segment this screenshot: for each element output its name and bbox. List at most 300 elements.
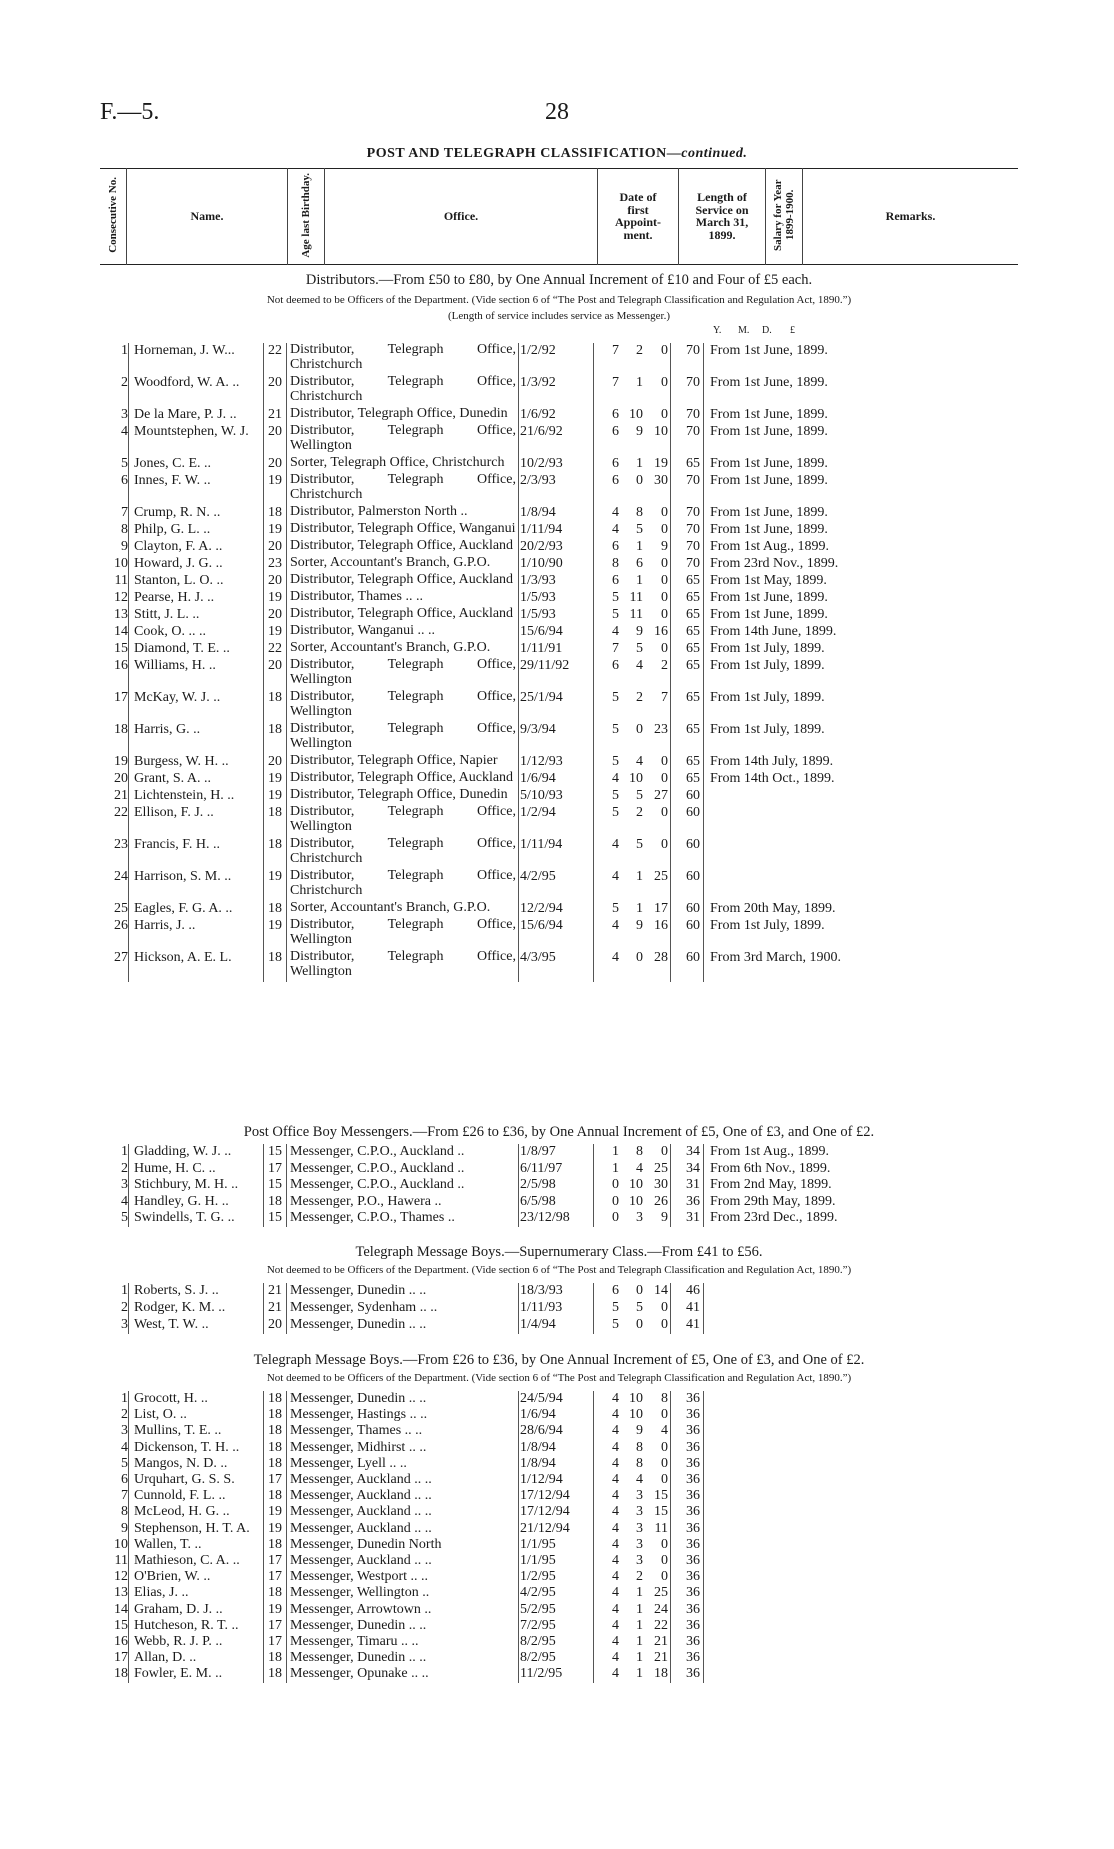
row-date: 6/5/98: [520, 1193, 556, 1209]
header-name: Name.: [127, 169, 288, 265]
row-age: 19: [268, 918, 282, 933]
row-salary: 46: [686, 1283, 700, 1298]
row-number: 14: [114, 624, 128, 639]
row-date: 1/5/93: [520, 590, 556, 605]
column-rule: [263, 1391, 264, 1683]
row-name: Stitt, J. L. ..: [134, 607, 200, 622]
row-name: Philp, G. L. ..: [134, 522, 211, 537]
row-salary: 65: [686, 456, 700, 471]
row-number: 27: [114, 950, 128, 965]
row-office: Messenger, Dunedin .. ..: [290, 1317, 427, 1332]
row-name: Cunnold, F. L. ..: [134, 1488, 226, 1504]
row-years: 4: [612, 1520, 619, 1536]
row-remarks: From 20th May, 1899.: [710, 901, 836, 916]
row-name: Urquhart, G. S. S.: [134, 1472, 235, 1487]
row-office: Distributor, Telegraph Office, Wellington: [290, 721, 516, 751]
row-months: 9: [636, 624, 643, 639]
row-date: 8/2/95: [520, 1634, 556, 1649]
row-name: Harris, J. ..: [134, 918, 196, 933]
row-age: 18: [268, 1666, 282, 1682]
row-office: Distributor, Telegraph Office, Auckland: [290, 770, 514, 785]
row-years: 5: [612, 754, 619, 769]
column-rule: [670, 343, 671, 982]
row-years: 6: [612, 658, 619, 673]
row-office: Messenger, C.P.O., Auckland ..: [290, 1144, 465, 1159]
row-years: 4: [612, 1455, 619, 1471]
row-number: 6: [121, 1472, 128, 1487]
row-months: 10: [629, 1177, 643, 1192]
row-months: 10: [629, 407, 643, 422]
row-number: 11: [114, 1553, 128, 1568]
row-months: 8: [636, 1455, 643, 1471]
row-months: 8: [636, 1144, 643, 1159]
row-name: Cook, O. .. ..: [134, 624, 206, 639]
column-rule: [518, 343, 519, 982]
row-days: 8: [661, 1391, 668, 1406]
row-date: 4/2/95: [520, 869, 556, 884]
row-date: 1/3/93: [520, 573, 556, 588]
row-months: 1: [636, 456, 643, 471]
row-months: 0: [636, 1283, 643, 1298]
row-months: 0: [636, 950, 643, 965]
row-date: 1/3/92: [520, 375, 556, 390]
row-years: 4: [612, 1585, 619, 1601]
row-name: Mullins, T. E. ..: [134, 1423, 222, 1439]
row-office: Distributor, Telegraph Office, Dunedin: [290, 406, 508, 421]
row-days: 30: [654, 1177, 668, 1192]
row-name: List, O. ..: [134, 1407, 187, 1423]
row-remarks: From 14th Oct., 1899.: [710, 771, 835, 786]
row-days: 0: [661, 1536, 668, 1552]
row-age: 18: [268, 1391, 282, 1406]
row-remarks: From 1st June, 1899.: [710, 505, 828, 520]
header-length: Length of Service on March 31, 1899.: [679, 169, 766, 265]
row-office: Messenger, P.O., Hawera ..: [290, 1193, 442, 1209]
row-office: Messenger, Dunedin .. ..: [290, 1650, 427, 1666]
row-office: Distributor, Palmerston North ..: [290, 504, 468, 519]
row-salary: 36: [686, 1488, 700, 1504]
row-number: 3: [121, 407, 128, 422]
row-months: 10: [629, 1391, 643, 1406]
unit-pounds: £: [790, 325, 795, 336]
row-days: 10: [654, 424, 668, 439]
column-rule: [703, 1144, 704, 1227]
row-office: Messenger, Hastings .. ..: [290, 1407, 428, 1423]
column-rule: [703, 343, 704, 982]
row-number: 6: [121, 473, 128, 488]
row-name: Fowler, E. M. ..: [134, 1666, 223, 1682]
column-rule: [263, 1283, 264, 1334]
row-days: 25: [654, 1585, 668, 1601]
row-number: 1: [121, 1391, 128, 1406]
row-number: 14: [114, 1601, 128, 1617]
row-months: 10: [629, 771, 643, 786]
row-years: 6: [612, 456, 619, 471]
row-days: 22: [654, 1617, 668, 1633]
row-number: 16: [114, 1634, 128, 1649]
row-years: 1: [612, 1160, 619, 1176]
row-date: 1/12/94: [520, 1472, 563, 1487]
row-months: 11: [629, 607, 643, 622]
row-name: Stanton, L. O. ..: [134, 573, 224, 588]
row-office: Distributor, Telegraph Office, Napier: [290, 753, 498, 768]
row-number: 8: [121, 1504, 128, 1520]
row-number: 13: [114, 607, 128, 622]
row-date: 5/10/93: [520, 788, 563, 803]
row-age: 17: [268, 1553, 282, 1568]
row-date: 15/6/94: [520, 624, 563, 639]
row-date: 12/2/94: [520, 901, 563, 916]
row-days: 0: [661, 1317, 668, 1332]
row-age: 18: [268, 837, 282, 852]
column-rule: [286, 343, 287, 982]
page-number: 28: [545, 99, 569, 125]
row-date: 24/5/94: [520, 1391, 563, 1406]
row-date: 1/11/94: [520, 522, 563, 537]
row-days: 0: [661, 1553, 668, 1568]
row-days: 16: [654, 918, 668, 933]
row-date: 10/2/93: [520, 456, 563, 471]
post-office-boy-messengers-table: [100, 1144, 1018, 1226]
row-office: Sorter, Accountant's Branch, G.P.O.: [290, 900, 491, 915]
row-salary: 36: [686, 1391, 700, 1406]
row-years: 0: [612, 1193, 619, 1209]
row-years: 4: [612, 950, 619, 965]
row-office: Distributor, Telegraph Office, Auckland: [290, 538, 514, 553]
row-remarks: From 29th May, 1899.: [710, 1193, 836, 1209]
row-number: 15: [114, 641, 128, 656]
row-office: Distributor, Wanganui .. ..: [290, 623, 436, 638]
row-salary: 36: [686, 1455, 700, 1471]
row-date: 29/11/92: [520, 658, 570, 673]
row-name: Dickenson, T. H. ..: [134, 1439, 240, 1455]
row-salary: 36: [686, 1472, 700, 1487]
row-age: 19: [268, 788, 282, 803]
row-name: Jones, C. E. ..: [134, 456, 211, 471]
row-remarks: From 14th June, 1899.: [710, 624, 837, 639]
row-number: 20: [114, 771, 128, 786]
row-name: Rodger, K. M. ..: [134, 1300, 226, 1315]
row-remarks: From 1st July, 1899.: [710, 722, 825, 737]
row-months: 1: [636, 375, 643, 390]
row-age: 20: [268, 607, 282, 622]
row-name: Francis, F. H. ..: [134, 837, 220, 852]
row-salary: 65: [686, 607, 700, 622]
row-days: 16: [654, 624, 668, 639]
row-date: 1/2/92: [520, 343, 556, 358]
row-name: De la Mare, P. J. ..: [134, 407, 237, 422]
row-salary: 36: [686, 1569, 700, 1585]
row-age: 18: [268, 1439, 282, 1455]
row-age: 17: [268, 1569, 282, 1585]
row-age: 19: [268, 869, 282, 884]
row-age: 19: [268, 473, 282, 488]
row-name: Allan, D. ..: [134, 1650, 197, 1666]
row-office: Messenger, Arrowtown ..: [290, 1601, 432, 1617]
unit-months: M.: [738, 325, 750, 336]
row-date: 11/2/95: [520, 1666, 563, 1682]
row-days: 0: [661, 556, 668, 571]
row-date: 1/6/94: [520, 771, 556, 786]
row-months: 11: [629, 590, 643, 605]
row-days: 25: [654, 869, 668, 884]
row-number: 15: [114, 1617, 128, 1633]
row-number: 16: [114, 658, 128, 673]
row-days: 0: [661, 522, 668, 537]
row-months: 1: [636, 1666, 643, 1682]
row-salary: 36: [686, 1193, 700, 1209]
row-months: 1: [636, 1617, 643, 1633]
telegraph-message-boys-supernumerary-table: [100, 1283, 1018, 1335]
row-name: Harrison, S. M. ..: [134, 869, 232, 884]
row-age: 19: [268, 771, 282, 786]
row-age: 22: [268, 641, 282, 656]
row-office: Messenger, Dunedin .. ..: [290, 1283, 427, 1298]
row-months: 1: [636, 1634, 643, 1649]
row-remarks: From 1st Aug., 1899.: [710, 1144, 830, 1159]
row-remarks: From 1st June, 1899.: [710, 607, 828, 622]
row-age: 18: [268, 722, 282, 737]
row-months: 9: [636, 424, 643, 439]
row-remarks: From 1st June, 1899.: [710, 424, 828, 439]
row-age: 18: [268, 1488, 282, 1504]
row-days: 0: [661, 573, 668, 588]
row-name: Burgess, W. H. ..: [134, 754, 229, 769]
row-age: 15: [268, 1210, 282, 1225]
section-note-telegraph-message-boys-supernumerary: Not deemed to be Officers of the Department. (Vide section 6 of “The Post and Telegraph Classification and Regulation Act, 1890.”): [266, 1264, 852, 1276]
row-name: Mathieson, C. A. ..: [134, 1553, 240, 1568]
row-months: 1: [636, 1650, 643, 1666]
row-months: 3: [636, 1553, 643, 1568]
row-years: 6: [612, 424, 619, 439]
row-name: O'Brien, W. ..: [134, 1569, 211, 1585]
row-remarks: From 1st July, 1899.: [710, 641, 825, 656]
row-office: Sorter, Telegraph Office, Christchurch: [290, 455, 505, 470]
row-number: 7: [121, 505, 128, 520]
row-age: 17: [268, 1634, 282, 1649]
row-remarks: From 1st July, 1899.: [710, 690, 825, 705]
row-months: 1: [636, 1601, 643, 1617]
row-date: 1/8/94: [520, 1439, 556, 1455]
row-number: 1: [121, 1144, 128, 1159]
row-age: 22: [268, 343, 282, 358]
row-years: 1: [612, 1144, 619, 1159]
row-date: 1/8/94: [520, 505, 556, 520]
row-age: 20: [268, 658, 282, 673]
row-days: 0: [661, 1569, 668, 1585]
row-days: 26: [654, 1193, 668, 1209]
row-years: 5: [612, 901, 619, 916]
row-name: McKay, W. J. ..: [134, 690, 221, 705]
row-remarks: From 3rd March, 1900.: [710, 950, 842, 965]
header-consecutive-no: Consecutive No.: [106, 177, 119, 253]
section-note-telegraph-message-boys: Not deemed to be Officers of the Department. (Vide section 6 of “The Post and Telegraph Classification and Regulation Act, 1890.”): [266, 1372, 852, 1384]
row-name: Woodford, W. A. ..: [134, 375, 240, 390]
row-age: 18: [268, 950, 282, 965]
column-rule: [128, 1283, 129, 1334]
row-years: 5: [612, 1300, 619, 1315]
row-age: 20: [268, 754, 282, 769]
row-office: Distributor, Telegraph Office, Christchurch: [290, 868, 516, 898]
row-number: 10: [114, 1536, 128, 1552]
row-salary: 60: [686, 805, 700, 820]
row-months: 2: [636, 343, 643, 358]
row-days: 30: [654, 473, 668, 488]
row-salary: 70: [686, 407, 700, 422]
row-date: 7/2/95: [520, 1617, 556, 1633]
row-number: 24: [114, 869, 128, 884]
row-name: Roberts, S. J. ..: [134, 1283, 219, 1298]
column-rule: [518, 1144, 519, 1227]
row-salary: 31: [686, 1177, 700, 1192]
row-days: 25: [654, 1160, 668, 1176]
row-remarks: From 23rd Dec., 1899.: [710, 1210, 838, 1225]
row-salary: 34: [686, 1160, 700, 1176]
row-days: 0: [661, 607, 668, 622]
row-days: 21: [654, 1634, 668, 1649]
column-rule: [286, 1391, 287, 1683]
row-days: 0: [661, 1472, 668, 1487]
row-salary: 65: [686, 690, 700, 705]
row-number: 4: [121, 1193, 128, 1209]
row-office: Messenger, Thames .. ..: [290, 1423, 423, 1439]
row-days: 18: [654, 1666, 668, 1682]
row-salary: 60: [686, 837, 700, 852]
row-years: 4: [612, 1391, 619, 1406]
row-number: 22: [114, 805, 128, 820]
row-name: Stichbury, M. H. ..: [134, 1177, 239, 1192]
row-number: 3: [121, 1423, 128, 1439]
row-years: 5: [612, 1317, 619, 1332]
row-remarks: From 1st June, 1899.: [710, 375, 828, 390]
row-date: 5/2/95: [520, 1601, 556, 1617]
row-date: 8/2/95: [520, 1650, 556, 1666]
row-years: 4: [612, 505, 619, 520]
row-date: 17/12/94: [520, 1488, 570, 1504]
row-months: 4: [636, 1160, 643, 1176]
row-years: 4: [612, 918, 619, 933]
row-date: 21/12/94: [520, 1520, 570, 1536]
row-months: 0: [636, 473, 643, 488]
row-months: 4: [636, 754, 643, 769]
row-years: 6: [612, 407, 619, 422]
row-salary: 70: [686, 556, 700, 571]
row-days: 2: [661, 658, 668, 673]
row-name: Eagles, F. G. A. ..: [134, 901, 233, 916]
row-years: 6: [612, 573, 619, 588]
row-months: 0: [636, 1317, 643, 1332]
row-name: Lichtenstein, H. ..: [134, 788, 235, 803]
row-salary: 65: [686, 624, 700, 639]
row-salary: 36: [686, 1520, 700, 1536]
row-age: 23: [268, 556, 282, 571]
row-office: Distributor, Telegraph Office, Wellington: [290, 689, 516, 719]
row-salary: 36: [686, 1666, 700, 1682]
row-office: Distributor, Telegraph Office, Wellington: [290, 917, 516, 947]
row-age: 21: [268, 407, 282, 422]
column-rule: [518, 1391, 519, 1683]
column-rule: [263, 1144, 264, 1227]
section-heading-telegraph-message-boys-supernumerary: Telegraph Message Boys.—Supernumerary Class.—From £41 to £56.: [355, 1244, 763, 1260]
row-months: 2: [636, 805, 643, 820]
row-years: 4: [612, 869, 619, 884]
row-salary: 70: [686, 424, 700, 439]
row-name: Stephenson, H. T. A.: [134, 1520, 250, 1536]
row-remarks: From 1st June, 1899.: [710, 522, 828, 537]
row-months: 9: [636, 1423, 643, 1439]
row-months: 10: [629, 1193, 643, 1209]
row-name: Grant, S. A. ..: [134, 771, 211, 786]
section-heading-distributors: Distributors.—From £50 to £80, by One Annual Increment of £10 and Four of £5 each.: [305, 272, 813, 288]
row-age: 18: [268, 505, 282, 520]
column-rule: [670, 1144, 671, 1227]
header-salary: Salary for Year 1899-1900.: [766, 169, 803, 265]
row-months: 3: [636, 1536, 643, 1552]
row-number: 2: [121, 1160, 128, 1176]
row-days: 0: [661, 641, 668, 656]
row-months: 3: [636, 1520, 643, 1536]
row-date: 17/12/94: [520, 1504, 570, 1520]
row-age: 18: [268, 1193, 282, 1209]
row-number: 23: [114, 837, 128, 852]
row-years: 4: [612, 1617, 619, 1633]
row-days: 0: [661, 1455, 668, 1471]
row-salary: 36: [686, 1650, 700, 1666]
row-years: 0: [612, 1210, 619, 1225]
row-name: Webb, R. J. P. ..: [134, 1634, 223, 1649]
row-number: 13: [114, 1585, 128, 1601]
row-days: 9: [661, 1210, 668, 1225]
row-number: 7: [121, 1488, 128, 1504]
row-salary: 60: [686, 950, 700, 965]
row-months: 4: [636, 1472, 643, 1487]
column-rule: [593, 343, 594, 982]
row-name: Innes, F. W. ..: [134, 473, 211, 488]
row-years: 5: [612, 590, 619, 605]
row-age: 19: [268, 624, 282, 639]
row-days: 0: [661, 771, 668, 786]
row-number: 8: [121, 522, 128, 537]
row-name: Gladding, W. J. ..: [134, 1144, 232, 1159]
row-salary: 36: [686, 1634, 700, 1649]
row-number: 4: [121, 1439, 128, 1455]
row-number: 3: [121, 1177, 128, 1192]
row-salary: 70: [686, 473, 700, 488]
column-rule: [670, 1283, 671, 1334]
row-office: Sorter, Accountant's Branch, G.P.O.: [290, 555, 491, 570]
row-salary: 65: [686, 771, 700, 786]
row-name: Clayton, F. A. ..: [134, 539, 223, 554]
row-date: 1/11/94: [520, 837, 563, 852]
row-name: Hutcheson, R. T. ..: [134, 1617, 239, 1633]
row-number: 3: [121, 1317, 128, 1332]
row-days: 15: [654, 1504, 668, 1520]
row-years: 4: [612, 1488, 619, 1504]
row-office: Messenger, Westport .. ..: [290, 1569, 429, 1585]
row-age: 18: [268, 1455, 282, 1471]
row-months: 2: [636, 1569, 643, 1585]
section-heading-telegraph-message-boys: Telegraph Message Boys.—From £26 to £36, by One Annual Increment of £5, One of £3, and One of £2.: [253, 1352, 865, 1368]
row-office: Messenger, Auckland .. ..: [290, 1520, 432, 1536]
header-age: Age last Birthday.: [288, 169, 325, 265]
row-age: 19: [268, 522, 282, 537]
row-age: 21: [268, 1300, 282, 1315]
row-date: 4/3/95: [520, 950, 556, 965]
row-salary: 60: [686, 788, 700, 803]
distributors-table: [100, 343, 1018, 1103]
row-salary: 36: [686, 1504, 700, 1520]
header-office: Office.: [325, 169, 598, 265]
